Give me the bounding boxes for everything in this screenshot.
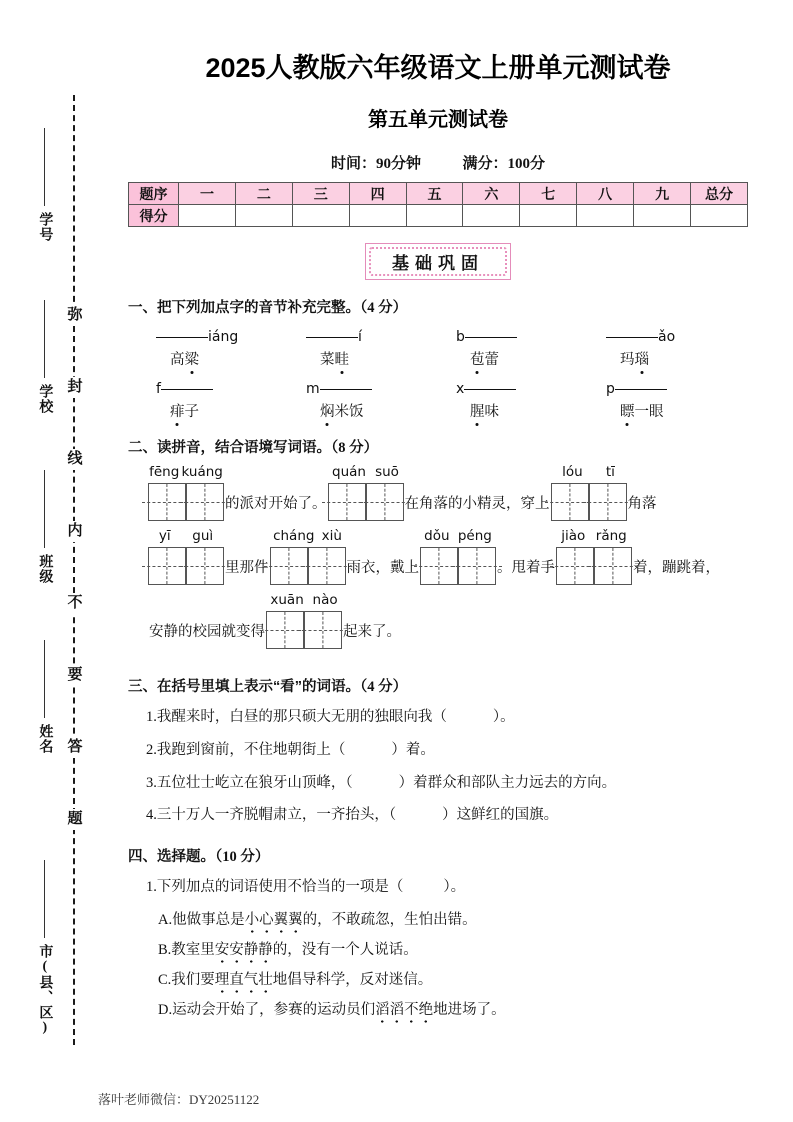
- word-char: 苞: [470, 352, 485, 368]
- seal-field-1: [24, 128, 64, 242]
- section2-points: （8 分）: [331, 440, 379, 456]
- question-text: 五位壮士屹立在狼牙山顶峰，（: [156, 774, 353, 791]
- score-table-col-header-5: 五: [406, 183, 463, 205]
- pinyin-answer-blank[interactable]: [320, 389, 372, 390]
- pinyin-prefix: p: [606, 381, 615, 397]
- score-table-header-row: [129, 183, 748, 205]
- seal-field-3: [24, 470, 64, 584]
- seal-field-label: 市(县、区): [37, 944, 53, 1036]
- tianzige-pinyin: [148, 464, 224, 480]
- seal-sidebar: [0, 0, 100, 1122]
- score-table-col-header-10: 总分: [691, 183, 748, 205]
- section1-heading-text: 一、把下列加点字的音节补充完整。: [128, 300, 360, 316]
- section4-option[interactable]: [158, 938, 748, 959]
- pinyin-suffix: iáng: [208, 329, 239, 345]
- question-number: 2.: [146, 741, 157, 758]
- exam-meta: [128, 152, 748, 173]
- section1-item: [448, 329, 598, 369]
- pinyin-prefix: m: [306, 381, 320, 397]
- badge-label: 基础巩固: [392, 254, 484, 273]
- basic-consolidation-badge: [365, 243, 511, 280]
- question-text-after: ）。: [443, 879, 466, 895]
- tianzige-cell[interactable]: [366, 483, 404, 521]
- word-char: 蕾: [484, 352, 499, 368]
- answer-parentheses[interactable]: [447, 707, 493, 729]
- section1-item: [148, 329, 298, 369]
- question-number: 1.: [146, 709, 157, 725]
- section1-word: [448, 348, 598, 369]
- pinyin-blank[interactable]: [298, 329, 448, 347]
- option-label: D.: [158, 1001, 173, 1018]
- seal-dashed-line: [73, 95, 75, 1045]
- score-cell-2[interactable]: [235, 205, 292, 227]
- pinyin-syllable: xuān: [270, 592, 304, 608]
- option-label: A.: [158, 911, 173, 928]
- question-text: 下列加点的词语使用不恰当的一项是（: [156, 879, 404, 895]
- option-text: 的，没有一个人说话。: [272, 941, 418, 958]
- word-char: 子: [184, 404, 199, 420]
- answer-parentheses[interactable]: [345, 740, 391, 762]
- pinyin-syllable: yī: [158, 528, 171, 544]
- section2-context-text: 雨衣，戴上: [346, 560, 419, 576]
- word-char: 瞟: [620, 404, 635, 420]
- section1-item: [298, 329, 448, 369]
- option-text: 我们要: [171, 971, 215, 988]
- tianzige-group[interactable]: [328, 464, 404, 521]
- word-char: 菜: [320, 352, 335, 368]
- question-text: 三十万人一齐脱帽肃立，一齐抬头，（: [156, 807, 397, 824]
- section1-word: [598, 400, 748, 421]
- pinyin-blank[interactable]: [448, 381, 598, 399]
- total-score-label: 满分：100分: [462, 156, 546, 172]
- score-table-col-header-7: 七: [520, 183, 577, 205]
- score-table-col-header-4: 四: [349, 183, 406, 205]
- section1-word: [448, 400, 598, 421]
- page-subtitle: 第五单元测试卷: [368, 109, 508, 131]
- time-label: 时间：90分钟: [330, 156, 421, 172]
- pinyin-syllable: kuáng: [181, 464, 223, 480]
- pinyin-answer-blank[interactable]: [464, 389, 516, 390]
- pinyin-syllable: rǎng: [595, 528, 627, 544]
- tianzige-cell[interactable]: [186, 547, 224, 585]
- question-text: 我跑到窗前，不住地朝街上（: [156, 741, 346, 758]
- tianzige-pinyin: [556, 528, 632, 544]
- seal-field-label: 学号: [37, 212, 53, 242]
- pinyin-syllable: jiào: [561, 528, 586, 544]
- seal-char: 答: [62, 737, 88, 758]
- score-table-col-header-1: 一: [179, 183, 236, 205]
- score-table-col-header-8: 八: [577, 183, 634, 205]
- word-char: 米: [334, 404, 349, 420]
- score-cell-9[interactable]: [634, 205, 691, 227]
- section1-word: [298, 348, 448, 369]
- option-text: 教室里: [171, 941, 215, 958]
- tianzige-cells: [420, 547, 496, 585]
- section4-option[interactable]: [158, 998, 748, 1019]
- seal-char: 要: [62, 665, 88, 686]
- pinyin-blank[interactable]: [148, 381, 298, 399]
- seal-field-rule: [44, 640, 45, 718]
- page-title: 2025人教版六年级语文上册单元测试卷: [205, 53, 671, 83]
- score-cell-4[interactable]: [349, 205, 406, 227]
- tianzige-cell[interactable]: [594, 547, 632, 585]
- pinyin-syllable: tī: [605, 464, 615, 480]
- section-badge-wrap: [128, 243, 748, 280]
- option-label: B.: [158, 941, 172, 958]
- word-char: 味: [484, 404, 499, 420]
- tianzige-cells: [148, 547, 224, 585]
- score-cell-10[interactable]: [691, 205, 748, 227]
- section4-heading-text: 四、选择题。: [128, 849, 215, 865]
- word-char: 眼: [649, 404, 664, 420]
- section1-item: [598, 381, 748, 421]
- word-char: 饭: [349, 404, 364, 420]
- pinyin-syllable: nào: [312, 592, 338, 608]
- pinyin-answer-blank[interactable]: [615, 389, 667, 390]
- section2-context-text: 。甩着手: [497, 560, 555, 576]
- option-text: 地进场了。: [433, 1001, 506, 1018]
- section2-context-text: 起来了。: [343, 624, 401, 640]
- section2-context-text: 在角落的小精灵，穿上: [404, 496, 550, 512]
- tianzige-group[interactable]: [148, 464, 224, 521]
- tianzige-cell[interactable]: [308, 547, 346, 585]
- section4-points: （10 分）: [215, 849, 270, 865]
- section3-question: [146, 805, 748, 827]
- pinyin-answer-blank[interactable]: [161, 389, 213, 390]
- pinyin-suffix: ǎo: [658, 329, 676, 345]
- tianzige-cell[interactable]: [186, 483, 224, 521]
- pinyin-syllable: guì: [192, 528, 214, 544]
- option-emphasized-word: 滔滔不绝: [375, 1001, 434, 1018]
- pinyin-syllable: xiù: [321, 528, 342, 544]
- section1-heading: [128, 296, 748, 317]
- question-text-after: ）。: [492, 709, 515, 725]
- pinyin-syllable: cháng: [273, 528, 315, 544]
- section1-row: [148, 329, 748, 369]
- section4-option[interactable]: [158, 968, 748, 989]
- question-text: 我醒来时，白昼的那只硕大无朋的独眼向我（: [156, 709, 447, 725]
- option-text: 的，不敢疏忽，生怕出错。: [302, 911, 477, 928]
- section3-heading-text: 三、在括号里填上表示“看”的词语。: [128, 679, 360, 695]
- tianzige-group[interactable]: [148, 528, 224, 585]
- answer-parentheses[interactable]: [353, 773, 399, 795]
- pinyin-blank[interactable]: [298, 381, 448, 399]
- option-text: 运动会开始了，参赛的运动员们: [172, 1001, 376, 1018]
- question-number: 4.: [146, 807, 157, 824]
- section4-question: [146, 877, 748, 899]
- section1-items: [128, 329, 748, 421]
- section2-context-text: 里那件: [225, 560, 269, 576]
- pinyin-blank[interactable]: [448, 329, 598, 347]
- section1-word: [148, 400, 298, 421]
- question-text-after: ）着。: [391, 741, 435, 758]
- pinyin-prefix: f: [156, 381, 161, 397]
- score-cell-1[interactable]: [179, 205, 236, 227]
- pinyin-answer-blank[interactable]: [306, 337, 358, 338]
- pinyin-syllable: dǒu: [424, 528, 450, 544]
- score-table-row-header: 得分: [129, 205, 179, 227]
- pinyin-blank[interactable]: [598, 381, 748, 399]
- tianzige-pinyin: [266, 592, 342, 608]
- pinyin-syllable: quán: [332, 464, 366, 480]
- seal-char: 封: [62, 377, 88, 398]
- answer-parentheses[interactable]: [403, 877, 443, 899]
- option-text: 他做事总是: [172, 911, 245, 928]
- score-table-col-header-6: 六: [463, 183, 520, 205]
- score-table-row-header: 题序: [129, 183, 179, 205]
- score-table-col-header-2: 二: [235, 183, 292, 205]
- tianzige-group[interactable]: [420, 528, 496, 585]
- word-char: 瑙: [634, 352, 649, 368]
- seal-field-rule: [44, 470, 45, 548]
- word-char: 畦: [334, 352, 349, 368]
- pinyin-suffix: í: [358, 329, 362, 345]
- section2-line: [148, 464, 748, 521]
- section2-heading-text: 二、读拼音，结合语境写词语。: [128, 440, 331, 456]
- section4-option[interactable]: [158, 908, 748, 929]
- score-table-col-header-3: 三: [292, 183, 349, 205]
- score-table-value-row: [129, 205, 748, 227]
- seal-char: 弥: [62, 305, 88, 326]
- seal-field-label: 班级: [37, 554, 53, 584]
- tianzige-pinyin: [551, 464, 627, 480]
- tianzige-cell[interactable]: [304, 611, 342, 649]
- question-text-after: ）着群众和部队主力远去的方向。: [398, 774, 617, 791]
- pinyin-blank[interactable]: [598, 329, 748, 347]
- section4-heading: [128, 845, 748, 866]
- tianzige-group[interactable]: [266, 592, 342, 649]
- pinyin-prefix: x: [456, 381, 465, 397]
- seal-char: 不: [62, 593, 88, 614]
- section2-rows: [128, 464, 748, 649]
- section3-questions: [128, 707, 748, 827]
- seal-field-5: [24, 860, 64, 1036]
- score-cell-5[interactable]: [406, 205, 463, 227]
- pinyin-answer-blank[interactable]: [606, 337, 658, 338]
- pinyin-prefix: b: [456, 329, 465, 345]
- seal-field-label: 姓名: [37, 724, 53, 754]
- section1-word: [598, 348, 748, 369]
- section2-heading: [128, 436, 748, 457]
- section2-context-text: 安静的校园就变得: [149, 624, 265, 640]
- tianzige-cells: [328, 483, 404, 521]
- seal-field-rule: [44, 300, 45, 378]
- section1-item: [448, 381, 598, 421]
- section2-context-text: 的派对开始了。: [225, 496, 327, 512]
- score-cell-3[interactable]: [292, 205, 349, 227]
- seal-char: 线: [62, 449, 88, 470]
- word-char: 腥: [470, 404, 485, 420]
- section2-context-text: 着，蹦跳着，: [633, 560, 720, 576]
- tianzige-cells: [551, 483, 627, 521]
- section2-line: [148, 592, 748, 649]
- question-number: 3.: [146, 774, 157, 791]
- word-char: 玛: [620, 352, 635, 368]
- section1-row: [148, 381, 748, 421]
- pinyin-answer-blank[interactable]: [156, 337, 208, 338]
- section2-context-text: 角落: [627, 496, 657, 512]
- tianzige-cell[interactable]: [589, 483, 627, 521]
- section1-item: [598, 329, 748, 369]
- tianzige-pinyin: [270, 528, 346, 544]
- tianzige-cells: [148, 483, 224, 521]
- seal-char: 内: [62, 521, 88, 542]
- question-text-after: ）这鲜红的国旗。: [442, 807, 559, 824]
- score-cell-7[interactable]: [520, 205, 577, 227]
- score-table: [128, 182, 748, 227]
- section1-word: [148, 348, 298, 369]
- tianzige-cells: [270, 547, 346, 585]
- pinyin-syllable: fēng: [149, 464, 180, 480]
- section1-points: （4 分）: [360, 300, 408, 316]
- seal-field-2: [24, 300, 64, 414]
- pinyin-answer-blank[interactable]: [465, 337, 517, 338]
- tianzige-group[interactable]: [551, 464, 627, 521]
- score-table-col-header-9: 九: [634, 183, 691, 205]
- section3-question: [146, 740, 748, 762]
- seal-field-rule: [44, 860, 45, 938]
- pinyin-blank[interactable]: [148, 329, 298, 347]
- word-char: 痱: [170, 404, 185, 420]
- seal-field-rule: [44, 128, 45, 206]
- tianzige-group[interactable]: [556, 528, 632, 585]
- word-char: 高: [170, 352, 185, 368]
- question-number: 1.: [146, 879, 157, 895]
- score-cell-6[interactable]: [463, 205, 520, 227]
- pinyin-syllable: lóu: [562, 464, 583, 480]
- section2-line: [148, 528, 748, 585]
- section1-item: [298, 381, 448, 421]
- option-emphasized-word: 理直气壮: [214, 971, 273, 988]
- tianzige-group[interactable]: [270, 528, 346, 585]
- section3-question: [146, 773, 748, 795]
- seal-field-4: [24, 640, 64, 754]
- exam-sheet: [100, 0, 793, 1122]
- section4-body: [128, 877, 748, 1019]
- option-text: 地倡导科学，反对迷信。: [272, 971, 433, 988]
- pinyin-syllable: péng: [457, 528, 492, 544]
- tianzige-pinyin: [420, 528, 496, 544]
- tianzige-cell[interactable]: [458, 547, 496, 585]
- tianzige-cells: [556, 547, 632, 585]
- section1-word: [298, 400, 448, 421]
- option-label: C.: [158, 971, 172, 988]
- seal-field-label: 学校: [37, 384, 53, 414]
- seal-char: 题: [62, 809, 88, 830]
- footer-credit: 落叶老师微信：DY20251122: [98, 1092, 260, 1107]
- score-cell-8[interactable]: [577, 205, 634, 227]
- section3-question: [146, 707, 748, 729]
- answer-parentheses[interactable]: [396, 805, 442, 827]
- word-char: 焖: [320, 404, 335, 420]
- tianzige-pinyin: [148, 528, 224, 544]
- option-emphasized-word: 小心翼翼: [244, 911, 303, 928]
- option-emphasized-word: 安安静静: [214, 941, 273, 958]
- word-char: 粱: [184, 352, 199, 368]
- section3-points: （4 分）: [360, 679, 408, 695]
- word-char: 一: [634, 404, 649, 420]
- tianzige-pinyin: [328, 464, 404, 480]
- pinyin-syllable: suō: [375, 464, 399, 480]
- tianzige-cells: [266, 611, 342, 649]
- section1-item: [148, 381, 298, 421]
- section3-heading: [128, 675, 748, 696]
